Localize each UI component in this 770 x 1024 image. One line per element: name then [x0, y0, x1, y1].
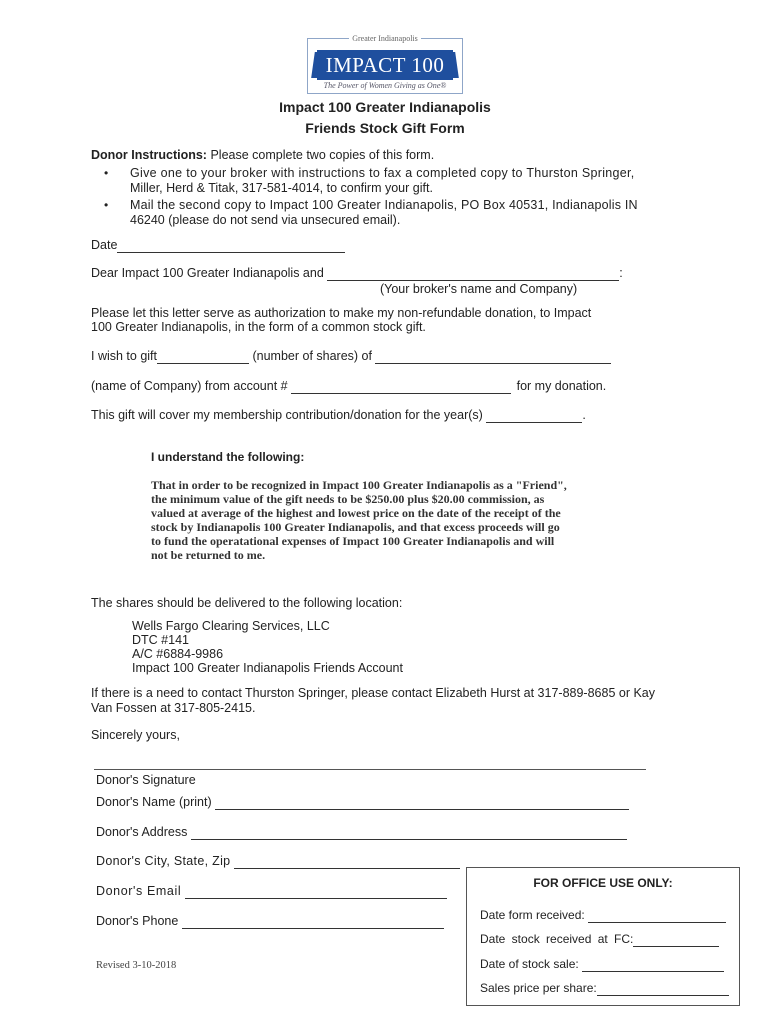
closing: Sincerely yours, — [91, 728, 180, 742]
office-stock-sale-field[interactable] — [582, 957, 724, 972]
understand-line: the minimum value of the gift needs to be $250.00 plus $20.00 commission, as — [151, 492, 545, 506]
form-title: Impact 100 Greater Indianapolis — [279, 99, 491, 115]
instruction-bullet-2: Mail the second copy to Impact 100 Greater Indianapolis, PO Box 40531, Indianapolis IN — [130, 198, 638, 212]
donor-phone-label: Donor's Phone — [96, 914, 179, 928]
year-label: This gift will cover my membership contribution/donation for the year(s) — [91, 408, 483, 422]
signature-line[interactable] — [94, 769, 646, 770]
contact-line-1: If there is a need to contact Thurston Springer, please contact Elizabeth Hurst at 317-889-8685 or Kay — [91, 686, 655, 700]
donor-email-row — [96, 884, 447, 899]
date-field[interactable] — [117, 238, 345, 253]
office-sales-price-field[interactable] — [597, 981, 729, 996]
gift-label: I wish to gift — [91, 349, 157, 363]
donor-address-row — [96, 825, 627, 840]
donor-address-label: Donor's Address — [96, 825, 188, 839]
office-sales-price-label: Sales price per share: — [480, 981, 597, 995]
gift-row — [91, 349, 611, 364]
instruction-bullet-1: Give one to your broker with instructions to fax a completed copy to Thurston Springer, — [130, 166, 635, 180]
delivery-line: A/C #6884-9986 — [132, 647, 224, 661]
dear-colon: : — [619, 266, 623, 280]
logo-brand: IMPACT 100 — [317, 50, 453, 80]
instructions-label: Donor Instructions: — [91, 148, 207, 162]
office-stock-received-label: Date stock received at FC: — [480, 932, 634, 946]
office-date-received-label: Date form received: — [480, 908, 585, 922]
understand-line: stock by Indianapolis 100 Greater Indianapolis, and that excess proceeds will go — [151, 520, 560, 534]
revised-date: Revised 3-10-2018 — [96, 960, 177, 971]
bullet-icon: • — [104, 166, 109, 180]
understand-heading: I understand the following: — [151, 450, 305, 464]
date-label: Date — [91, 238, 118, 252]
delivery-line: Impact 100 Greater Indianapolis Friends Account — [132, 661, 403, 675]
donor-email-label: Donor's Email — [96, 884, 182, 898]
instructions-text: Please complete two copies of this form. — [210, 148, 435, 162]
understand-line: to fund the operatational expenses of Impact 100 Greater Indianapolis and will — [151, 534, 555, 548]
logo-top-text: Greater Indianapolis — [349, 34, 421, 43]
donor-city-field[interactable] — [234, 854, 460, 869]
delivery-line: Wells Fargo Clearing Services, LLC — [132, 619, 330, 633]
office-use-box — [466, 867, 740, 1006]
dear-row — [91, 266, 623, 281]
account-number-field[interactable] — [291, 379, 511, 394]
understand-line: valued at average of the highest and lowest price on the date of the receipt of the — [151, 506, 561, 520]
office-heading: FOR OFFICE USE ONLY: — [533, 876, 673, 890]
donor-phone-field[interactable] — [182, 914, 444, 929]
signature-label: Donor's Signature — [96, 773, 196, 787]
authorization-line-1: Please let this letter serve as authorization to make my non-refundable donation, to Impact — [91, 306, 592, 320]
shares-count-field[interactable] — [157, 349, 249, 364]
office-date-received-row — [480, 908, 726, 923]
donor-name-field[interactable] — [215, 795, 629, 810]
office-stock-received-field[interactable] — [633, 932, 719, 947]
logo-tagline: The Power of Women Giving as One® — [323, 81, 447, 90]
impact100-logo — [307, 34, 463, 94]
office-stock-received-row — [480, 932, 719, 947]
dear-label: Dear Impact 100 Greater Indianapolis and — [91, 266, 324, 280]
understand-line: not be returned to me. — [151, 548, 266, 562]
instruction-bullet-1-cont: Miller, Herd & Titak, 317-581-4014, to confirm your gift. — [130, 181, 433, 195]
donor-city-label: Donor's City, State, Zip — [96, 854, 231, 868]
authorization-line-2: 100 Greater Indianapolis, in the form of a common stock gift. — [91, 320, 426, 334]
bullet-icon: • — [104, 198, 109, 212]
date-row — [91, 238, 345, 253]
donor-instructions — [91, 148, 434, 162]
contact-line-2: Van Fossen at 317-805-2415. — [91, 701, 256, 715]
year-period: . — [582, 408, 586, 422]
donor-email-field[interactable] — [185, 884, 447, 899]
account-row — [91, 379, 606, 394]
understand-line: That in order to be recognized in Impact 100 Greater Indianapolis as a "Friend", — [151, 478, 567, 492]
office-stock-sale-label: Date of stock sale: — [480, 957, 579, 971]
delivery-intro: The shares should be delivered to the following location: — [91, 596, 403, 610]
office-stock-sale-row — [480, 957, 724, 972]
donor-phone-row — [96, 914, 444, 929]
year-field[interactable] — [486, 408, 582, 423]
company-label: (name of Company) from account # — [91, 379, 288, 393]
form-subtitle: Friends Stock Gift Form — [305, 120, 465, 136]
broker-name-field[interactable] — [327, 266, 619, 281]
donor-name-row — [96, 795, 629, 810]
delivery-line: DTC #141 — [132, 633, 189, 647]
shares-label: (number of shares) of — [252, 349, 372, 363]
office-sales-price-row — [480, 981, 729, 996]
donor-address-field[interactable] — [191, 825, 627, 840]
donor-name-label: Donor's Name (print) — [96, 795, 212, 809]
year-row — [91, 408, 586, 423]
company-field[interactable] — [375, 349, 611, 364]
office-date-received-field[interactable] — [588, 908, 726, 923]
donor-city-row — [96, 854, 460, 869]
donation-label: for my donation. — [516, 379, 607, 393]
broker-hint: (Your broker's name and Company) — [380, 282, 578, 296]
instruction-bullet-2-cont: 46240 (please do not send via unsecured email). — [130, 213, 401, 227]
